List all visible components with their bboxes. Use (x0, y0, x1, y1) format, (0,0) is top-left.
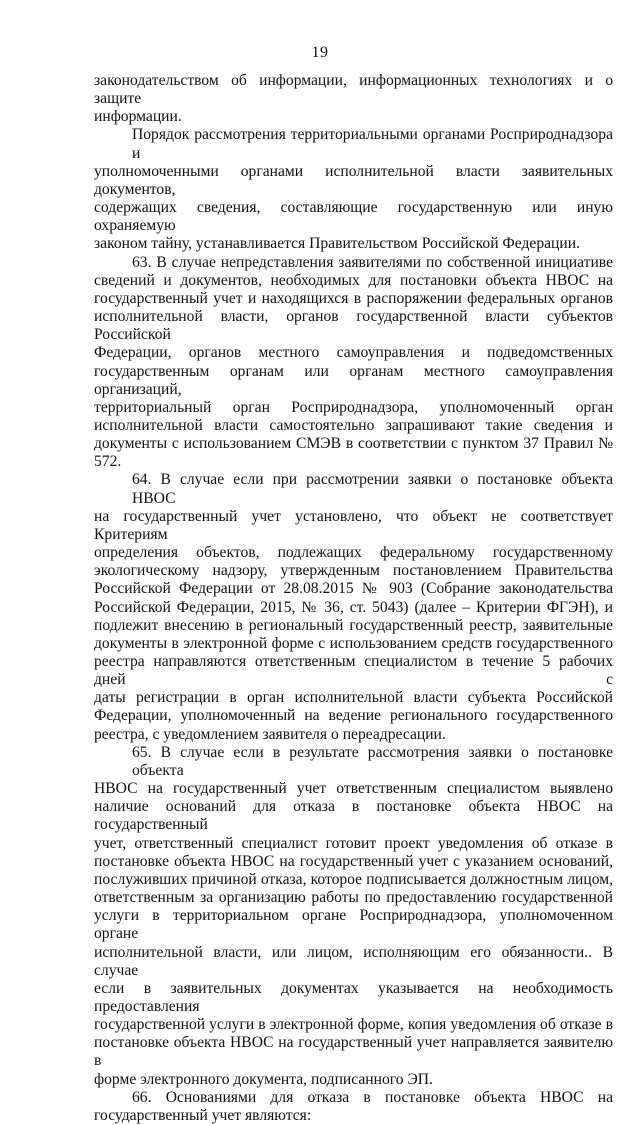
text-line: государственный учет являются: (94, 1106, 312, 1124)
text-line: реестра направляются ответственным специалистом в течение 5 рабочих дней с (94, 653, 613, 689)
document-body (94, 72, 613, 1125)
text-line: государственный учет и находящихся в распоряжении федеральных органов (94, 289, 613, 307)
text-line: постановке объекта НВОС на государственный учет с указанием оснований, (94, 852, 613, 870)
text-line: исполнительной власти, или лицом, исполняющим его обязанности.. В случае (94, 943, 613, 979)
text-line: ответственным за организацию работы по предоставлению государственной (94, 889, 613, 907)
text-line: подлежит внесению в региональный государственный реестр, заявительные (94, 616, 613, 634)
text-line: послуживших причиной отказа, которое подписывается должностным лицом, (94, 870, 613, 888)
text-line: 63. В случае непредставления заявителями по собственной инициативе (132, 253, 613, 271)
text-line: наличие оснований для отказа в постановке объекта НВОС на государственный (94, 798, 613, 834)
text-line: 572. (94, 453, 122, 471)
text-line: Федерации, уполномоченный на ведение регионального государственного (94, 707, 613, 725)
text-line: сведений и документов, необходимых для постановки объекта НВОС на (94, 271, 613, 289)
text-line: если в заявительных документах указывается на необходимость предоставления (94, 979, 613, 1015)
page-number: 19 (311, 44, 329, 61)
text-line: Порядок рассмотрения территориальными органами Росприроднадзора и (132, 126, 613, 162)
text-line: услуги в территориальном органе Росприроднадзора, уполномоченном органе (94, 907, 613, 943)
text-line: учет, ответственный специалист готовит проект уведомления об отказе в (94, 834, 613, 852)
text-line: государственным органам или органам местного самоуправления организаций, (94, 362, 613, 398)
text-line: территориальный орган Росприроднадзора, уполномоченный орган (94, 398, 613, 416)
text-line: 64. В случае если при рассмотрении заявки о постановке объекта НВОС (132, 471, 613, 507)
text-line: содержащих сведения, составляющие государственную или иную охраняемую (94, 199, 613, 235)
text-line: экологическому надзору, утвержденным постановлением Правительства (94, 562, 613, 580)
text-line: документы в электронной форме с использованием средств государственного (94, 634, 613, 652)
text-line: НВОС на государственный учет ответственным специалистом выявлено (94, 780, 613, 798)
text-line: уполномоченными органами исполнительной власти заявительных документов, (94, 162, 613, 198)
text-line: законодательством об информации, информационных технологиях и о защите (94, 72, 613, 108)
text-line: Российской Федерации от 28.08.2015 № 903 (Собрание законодательства (94, 580, 613, 598)
text-line: исполнительной власти, органов государственной власти субъектов Российской (94, 308, 613, 344)
text-line: даты регистрации в орган исполнительной власти субъекта Российской (94, 689, 613, 707)
text-line: 66. Основаниями для отказа в постановке объекта НВОС на (132, 1088, 613, 1106)
text-line: форме электронного документа, подписанного ЭП. (94, 1070, 433, 1088)
text-line: исполнительной власти самостоятельно запрашивают такие сведения и (94, 416, 613, 434)
text-line: информации. (94, 108, 182, 126)
text-line: государственной услуги в электронной форме, копия уведомления об отказе в (94, 1016, 613, 1034)
text-line: реестра, с уведомлением заявителя о переадресации. (94, 725, 446, 743)
text-line: Федерации, органов местного самоуправления и подведомственных (94, 344, 613, 362)
text-line: Российской Федерации, 2015, № 36, ст. 5043) (далее – Критерии ФГЭН), и (94, 598, 613, 616)
text-line: определения объектов, подлежащих федеральному государственному (94, 544, 613, 562)
text-line: 65. В случае если в результате рассмотрения заявки о постановке объекта (132, 743, 613, 779)
text-line: законом тайну, устанавливается Правительством Российской Федерации. (94, 235, 580, 253)
text-line: на государственный учет установлено, что объект не соответствует Критериям (94, 507, 613, 543)
text-line: постановке объекта НВОС на государственный учет направляется заявителю в (94, 1034, 613, 1070)
text-line: документы с использованием СМЭВ в соответствии с пунктом 37 Правил № (94, 435, 613, 453)
